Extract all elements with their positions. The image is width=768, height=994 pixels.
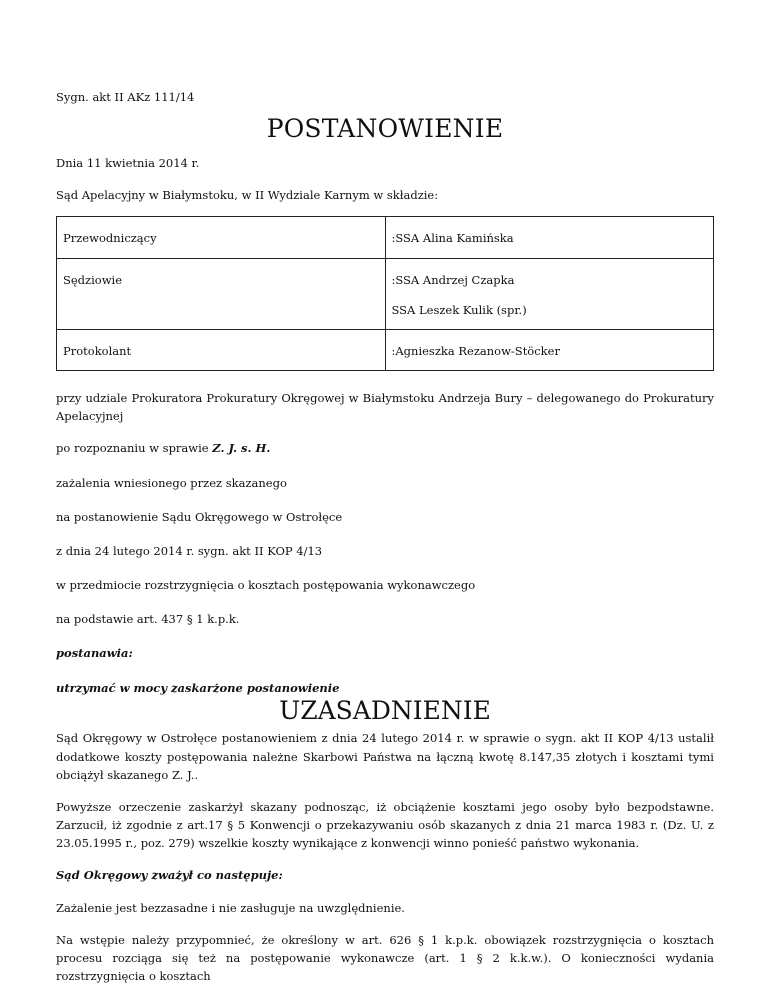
complaint-paragraph: zażalenia wniesionego przez skazanego xyxy=(56,475,287,490)
names-cell xyxy=(385,258,714,329)
role-label: Przewodniczący xyxy=(63,231,157,246)
table-row xyxy=(57,329,714,370)
justification-paragraph-1: Sąd Okręgowy w Ostrołęce postanowieniem z dnia 24 lutego 2014 r. w sprawie o sygn. akt II KOP 4/13 ustalił dodatkowe koszty postępowania należne Skarbowi Państwa na łączną kwotę 8.147,35 złotych i kosztami tymi obciążył skazanego Z. J.. xyxy=(56,731,714,782)
court-composition-table xyxy=(56,216,714,371)
judge-name: SSA Leszek Kulik (spr.) xyxy=(391,302,527,317)
document-page xyxy=(56,88,714,985)
role-label: Sędziowie xyxy=(63,272,123,287)
decision-date: Dnia 11 kwietnia 2014 r. xyxy=(56,156,200,171)
court-composition-intro: Sąd Apelacyjny w Białymstoku, w II Wydziale Karnym w składzie: xyxy=(56,188,439,203)
contested-decision-paragraph: na postanowienie Sądu Okręgowego w Ostrołęce xyxy=(56,509,343,524)
decision-date-paragraph: z dnia 24 lutego 2014 r. sygn. akt II KOP 4/13 xyxy=(56,543,323,558)
justification-title: UZASADNIENIE xyxy=(279,695,491,725)
justification-paragraph-4: Na wstępie należy przypomnieć, że określony w art. 626 § 1 k.p.k. obowiązek rozstrzygnięcia o kosztach procesu rozciąga się też na postępowanie wykonawcze (art. 1 § 2 k.k.w.). O konieczności wydania rozstrzygnięcia o kosztach xyxy=(56,932,714,983)
role-label: Protokolant xyxy=(63,343,132,358)
table-row xyxy=(57,217,714,258)
legal-basis-paragraph: na podstawie art. 437 § 1 k.p.k. xyxy=(56,612,240,627)
case-prefix: po rozpoznaniu w sprawie xyxy=(56,441,213,456)
document-title: POSTANOWIENIE xyxy=(266,114,504,144)
justification-paragraph-2: Powyższe orzeczenie zaskarżył skazany podnosząc, iż obciążenie kosztami jego osoby było bezpodstawne. Zarzucił, iż zgodnie z art.17 § 5 Konwencji o przekazywaniu osób skazanych z dnia 21 marca 1983 r. (Dz. U. z 23.05.1995 r., poz. 279) wszelkie koszty wynikające z konwencji winno ponieść państwo wykonania. xyxy=(56,799,714,851)
case-signature: Sygn. akt II AKz 111/14 xyxy=(56,90,195,104)
table-row xyxy=(57,258,714,329)
names-cell xyxy=(385,329,714,370)
subject-paragraph: w przedmiocie rozstrzygnięcia o kosztach postępowania wykonawczego xyxy=(56,578,476,593)
case-paragraph xyxy=(56,439,714,457)
decides-heading: postanawia: xyxy=(56,646,133,661)
judge-name: :SSA Andrzej Czapka xyxy=(391,272,515,287)
justification-paragraph-3: Zażalenie jest bezzasadne i nie zasługuje na uwzględnienie. xyxy=(56,900,405,915)
role-cell xyxy=(57,329,386,370)
court-consideration-heading: Sąd Okręgowy zważył co następuje: xyxy=(56,868,283,883)
ruling-paragraph: utrzymać w mocy zaskarżone postanowienie xyxy=(56,680,340,695)
judge-name: :SSA Alina Kamińska xyxy=(391,231,514,246)
role-cell xyxy=(57,258,386,329)
case-name: Z. J. s. H. xyxy=(212,441,271,456)
prosecutor-paragraph: przy udziale Prokuratora Prokuratury Okręgowej w Białymstoku Andrzeja Bury – delegowanego do Prokuratury Apelacyjnej xyxy=(56,391,714,424)
role-cell xyxy=(57,217,386,258)
clerk-name: :Agnieszka Rezanow-Stöcker xyxy=(391,343,560,358)
names-cell xyxy=(385,217,714,258)
